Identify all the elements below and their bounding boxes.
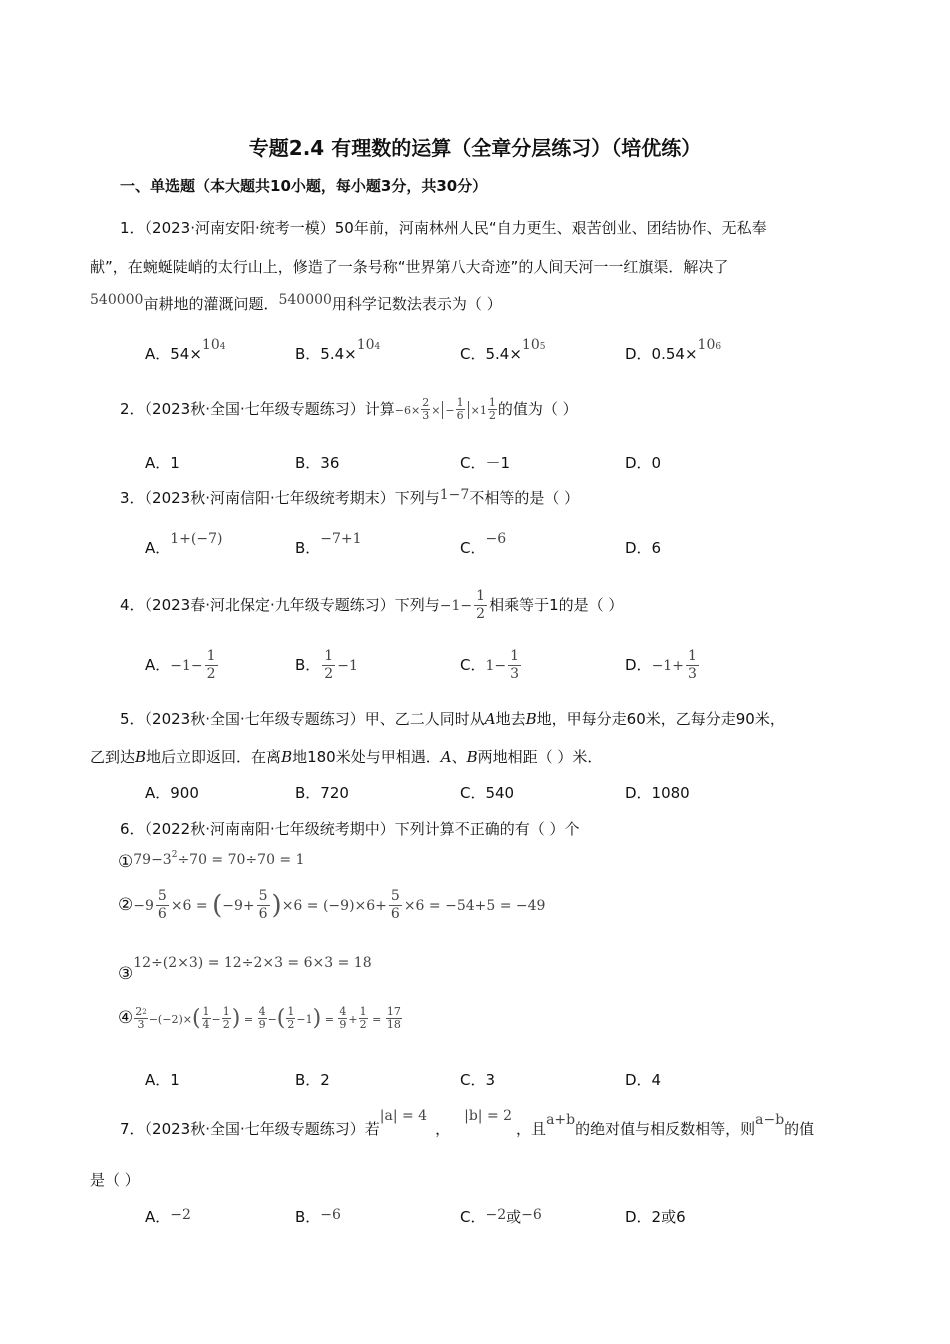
- q6-item-2: ②−9 $\frac{5}{6}$ ×6 = (−9+ $\frac{5}{6}$ )×6 = (−9)×6+ $\frac{5}{6}$ ×6 = −54+5 = −49: [118, 888, 546, 922]
- q6-option-d[interactable]: D．4: [625, 1071, 662, 1089]
- q6-item-3: ③12÷(2×3) = 12÷2×3 = 6×3 = 18: [118, 955, 372, 984]
- q3-option-b[interactable]: B．−7+1: [295, 531, 362, 557]
- q4-option-a[interactable]: A．−1− $\frac{1}{2}$: [145, 648, 216, 682]
- q6-item-1: $①79-3^2\div 70 = 70\div 70 = 1$: [118, 850, 305, 872]
- q7-stem: 7．（2023秋·全国·七年级专题练习）若|a| = 4，|b| = 2，且a+b的绝对值与相反数相等，则a−b的值: [120, 1108, 815, 1138]
- q4-option-b[interactable]: B． $\frac{1}{2}$ −1: [295, 648, 358, 682]
- q1-option-a[interactable]: A．$54\times 10^4$: [145, 337, 226, 363]
- q5-option-a[interactable]: A．900: [145, 784, 199, 802]
- q3-option-a[interactable]: A．1+(−7): [145, 531, 223, 557]
- q2-option-a[interactable]: A．1: [145, 454, 180, 472]
- q6-item-4: ④ $\frac{2^2}{3}$ −(−2)×( $\frac{1}{4}$ − $\frac{1}{2}$ ) = $\frac{4}{9}$ −( $\frac{1}{2}$ −1) = $\frac{4}{9}$ + $\frac{1}{2}$ = $\frac{17}{18}$: [118, 1005, 401, 1031]
- q6-option-a[interactable]: A．1: [145, 1071, 180, 1089]
- q1-number-2: 540000: [278, 292, 332, 308]
- q2-option-b[interactable]: B．36: [295, 454, 340, 472]
- q5-option-c[interactable]: C．540: [460, 784, 515, 802]
- q5-option-b[interactable]: B．720: [295, 784, 349, 802]
- q7-option-a[interactable]: A．−2: [145, 1207, 191, 1226]
- q3-option-d[interactable]: D．6: [625, 539, 662, 557]
- q6-stem: 6．（2022秋·河南南阳·七年级统考期中）下列计算不正确的有（ ）个: [120, 820, 580, 838]
- q1-text-2: 用科学记数法表示为（ ）: [331, 295, 502, 313]
- q1-line2: 献”，在蜿蜒陡峭的太行山上，修造了一条号称“世界第八大奇迹”的人间天河一一红旗渠．解决了: [90, 258, 729, 276]
- q2-option-c[interactable]: C．－1: [460, 454, 511, 472]
- q4-stem: 4．（2023春·河北保定·九年级专题练习）下列与−1− $\frac{1}{2}$ 相乘等于1的是（ ）: [120, 588, 624, 622]
- page-title: 专题2.4 有理数的运算（全章分层练习）（培优练）: [248, 136, 702, 160]
- q1-line1: 1．（2023·河南安阳·统考一模）50年前，河南林州人民“自力更生、艰苦创业、团结协作、无私奉: [120, 219, 767, 237]
- q4-option-c[interactable]: C．1− $\frac{1}{3}$: [460, 648, 520, 682]
- q1-line3: [90, 293, 502, 314]
- q6-option-c[interactable]: C．3: [460, 1071, 496, 1089]
- q6-option-b[interactable]: B．2: [295, 1071, 330, 1089]
- q3-option-c[interactable]: C．−6: [460, 531, 507, 557]
- q2-option-d[interactable]: D．0: [625, 454, 662, 472]
- q1-number: 540000: [90, 292, 144, 308]
- q7-option-b[interactable]: B．−6: [295, 1207, 341, 1226]
- q4-option-d[interactable]: D．−1+ $\frac{1}{3}$: [625, 648, 697, 682]
- q5-option-d[interactable]: D．1080: [625, 784, 690, 802]
- q7-line2: 是（ ）: [90, 1171, 140, 1189]
- q5-line2: 乙到达B地后立即返回．在离B地180米处与甲相遇．A、B两地相距（ ）米．: [90, 748, 603, 766]
- q3-stem: 3．（2023秋·河南信阳·七年级统考期末）下列与1−7不相等的是（ ）: [120, 487, 580, 507]
- q1-option-b[interactable]: B．$5.4\times 10^4$: [295, 337, 381, 363]
- q7-option-d[interactable]: D．2或6: [625, 1208, 686, 1226]
- q5-line1: 5．（2023秋·全国·七年级专题练习）甲、乙二人同时从A地去B地，甲每分走60米，乙每分走90米，: [120, 710, 785, 728]
- q1-text: 亩耕地的灌溉问题．: [143, 295, 279, 313]
- q1-option-c[interactable]: C．$5.4\times 10^5$: [460, 337, 546, 363]
- q2-stem: 2．（2023秋·全国·七年级专题练习）计算−6× $\frac{2}{3}$ × − $\frac{1}{6}$ ×1 $\frac{1}{2}$ 的值为（ ）: [120, 396, 578, 422]
- q1-option-d[interactable]: D．$0.54\times 10^6$: [625, 337, 722, 363]
- q7-option-c[interactable]: C．−2或−6: [460, 1207, 542, 1226]
- section-heading: 一、单选题（本大题共10小题，每小题3分，共30分）: [120, 177, 488, 195]
